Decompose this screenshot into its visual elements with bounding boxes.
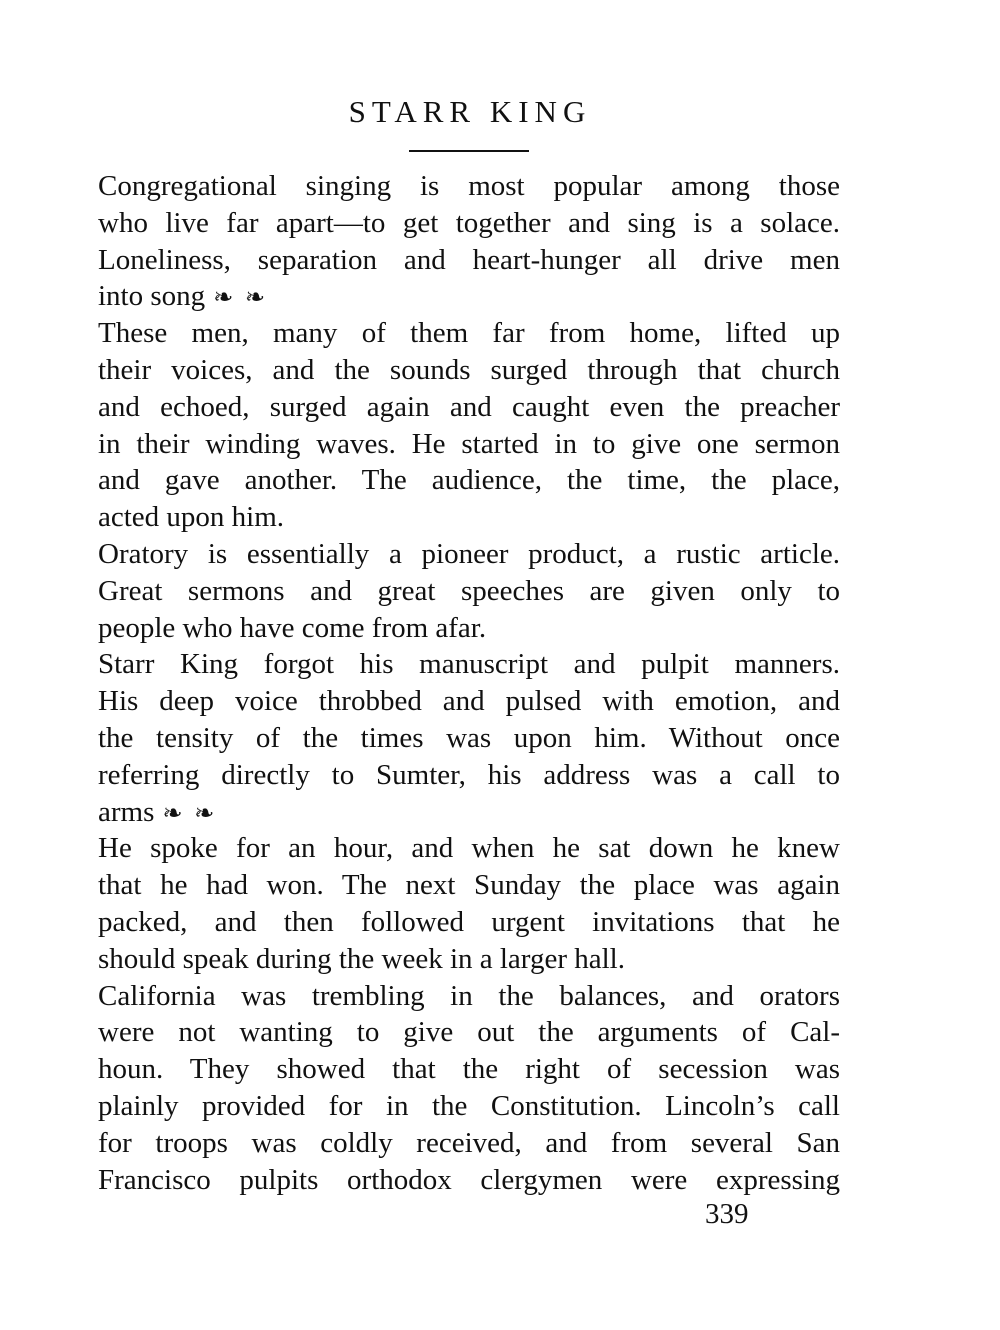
text-line	[98, 1088, 840, 1125]
text-line	[98, 1051, 840, 1088]
text-line	[98, 683, 840, 720]
line-text: the tensity of the times was upon him. Without once	[98, 721, 840, 754]
line-text: Loneliness, separation and heart-hunger all drive men	[98, 243, 840, 276]
line-text: Congregational singing is most popular among those	[98, 170, 840, 202]
text-line	[98, 205, 840, 242]
line-text: His deep voice throbbed and pulsed with emotion, and	[98, 685, 840, 718]
text-line	[98, 646, 840, 683]
text-line	[98, 904, 840, 941]
line-text: into song	[98, 280, 206, 313]
line-text: Francisco pulpits orthodox clergymen were expressing	[98, 1163, 840, 1196]
text-line	[98, 610, 840, 647]
text-line	[98, 867, 840, 904]
text-line	[98, 278, 840, 315]
line-text: and echoed, surged again and caught even the preacher	[98, 390, 840, 423]
text-line	[98, 462, 840, 499]
text-line	[98, 1125, 840, 1162]
text-line	[98, 1014, 840, 1051]
text-line	[98, 1162, 840, 1199]
line-text: Great sermons and great speeches are given only to	[98, 574, 840, 607]
line-text: California was trembling in the balances, and orators	[98, 979, 840, 1012]
line-text: referring directly to Sumter, his address was a call to	[98, 758, 840, 791]
fleuron-ornament-icon: ❧ ❧	[213, 283, 268, 312]
line-text: Oratory is essentially a pioneer product, a rustic article.	[98, 537, 840, 570]
line-text: who live far apart—to get together and sing is a solace.	[98, 206, 840, 239]
line-text: were not wanting to give out the arguments of Cal-	[98, 1016, 840, 1049]
text-line	[98, 978, 840, 1015]
text-line	[98, 794, 840, 831]
line-text: in their winding waves. He started in to give one sermon	[98, 427, 840, 460]
line-text: acted upon him.	[98, 501, 285, 534]
line-text: Starr King forgot his manuscript and pulpit manners.	[98, 648, 840, 681]
text-line	[98, 168, 840, 205]
text-line	[98, 352, 840, 389]
text-line	[98, 573, 840, 610]
head-rule	[409, 150, 529, 152]
running-head: STARR KING	[348, 94, 592, 129]
line-text: people who have come from afar.	[98, 611, 487, 644]
text-line	[98, 389, 840, 426]
line-text: These men, many of them far from home, lifted up	[98, 317, 840, 350]
text-line	[98, 426, 840, 463]
line-text: for troops was coldly received, and from several San	[98, 1126, 840, 1159]
text-line	[98, 242, 840, 279]
line-text: their voices, and the sounds surged through that church	[98, 353, 840, 386]
line-text: should speak during the week in a larger hall.	[98, 942, 625, 975]
line-text: houn. They showed that the right of secession was	[98, 1053, 840, 1086]
page-number: 339	[705, 1198, 749, 1230]
line-text: and gave another. The audience, the time, the place,	[98, 464, 840, 497]
text-line	[98, 830, 840, 867]
line-text: that he had won. The next Sunday the place was again	[98, 869, 840, 902]
line-text: He spoke for an hour, and when he sat down he knew	[98, 832, 840, 865]
text-line	[98, 499, 840, 536]
text-line	[98, 757, 840, 794]
text-line	[98, 315, 840, 352]
text-line	[98, 720, 840, 757]
text-line	[98, 536, 840, 573]
body-text	[98, 168, 840, 1198]
line-text: arms	[98, 795, 155, 828]
fleuron-ornament-icon: ❧ ❧	[162, 798, 217, 827]
text-line	[98, 941, 840, 978]
line-text: plainly provided for in the Constitution. Lincoln’s call	[98, 1089, 840, 1122]
line-text: packed, and then followed urgent invitations that he	[98, 905, 840, 938]
